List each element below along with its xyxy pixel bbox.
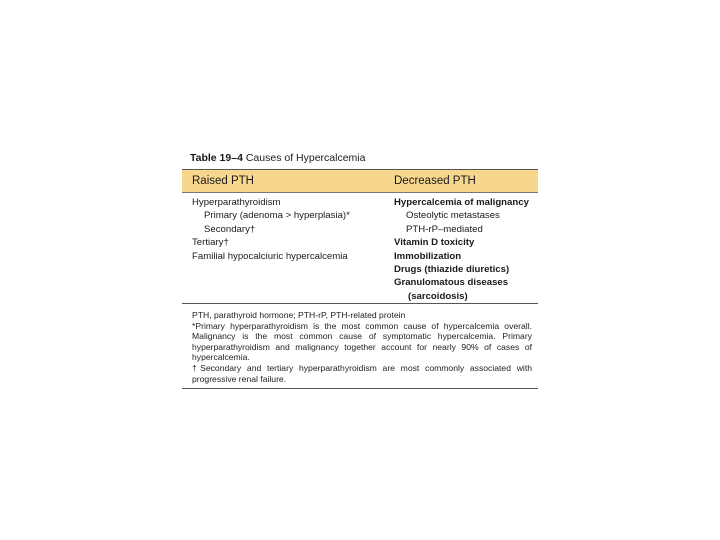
footnote-primary: *Primary hyperparathyroidism is the most common cause of hypercalcemia overall. Malignancy is the most common cause of symptomatic hypercalcemia. Primary hyperparathyroidism and malignancy together account for nearly 90% of cases of hypercalcemia.	[192, 320, 532, 363]
cell-granulomatous: Granulomatous diseases	[394, 277, 509, 289]
table-caption	[190, 152, 538, 164]
cell-primary: Primary (adenoma > hyperplasia)*	[204, 210, 350, 222]
cell-familial: Familial hypocalciuric hypercalcemia	[192, 250, 348, 262]
cell-hyperparathyroidism: Hyperparathyroidism	[192, 197, 281, 208]
table-body	[182, 193, 538, 303]
cell-tertiary: Tertiary†	[192, 237, 229, 249]
raised-pth-column	[192, 196, 392, 263]
cell-vitamin-d: Vitamin D toxicity	[394, 237, 475, 249]
cell-secondary: Secondary†	[204, 223, 256, 235]
header-raised-pth: Raised PTH	[192, 175, 254, 187]
footnote-abbreviations: PTH, parathyroid hormone; PTH-rP, PTH-related protein	[192, 310, 406, 320]
table-header	[182, 170, 538, 193]
cell-drugs: Drugs (thiazide diuretics)	[394, 264, 510, 276]
cell-osteolytic: Osteolytic metastases	[406, 210, 500, 222]
hypercalcemia-table	[182, 152, 538, 389]
cell-malignancy: Hypercalcemia of malignancy	[394, 197, 529, 208]
table-footnotes	[182, 303, 538, 389]
table-label: Table 19–4	[190, 152, 243, 164]
cell-sarcoidosis: (sarcoidosis)	[408, 290, 468, 302]
header-decreased-pth: Decreased PTH	[394, 175, 476, 187]
footnote-secondary-tertiary: †Secondary and tertiary hyperparathyroidism are most commonly associated with progressive renal failure.	[192, 362, 532, 384]
cell-pthrp: PTH-rP–mediated	[406, 223, 483, 235]
table-title: Causes of Hypercalcemia	[245, 152, 366, 164]
cell-immobilization: Immobilization	[394, 250, 462, 262]
decreased-pth-column	[394, 196, 538, 303]
